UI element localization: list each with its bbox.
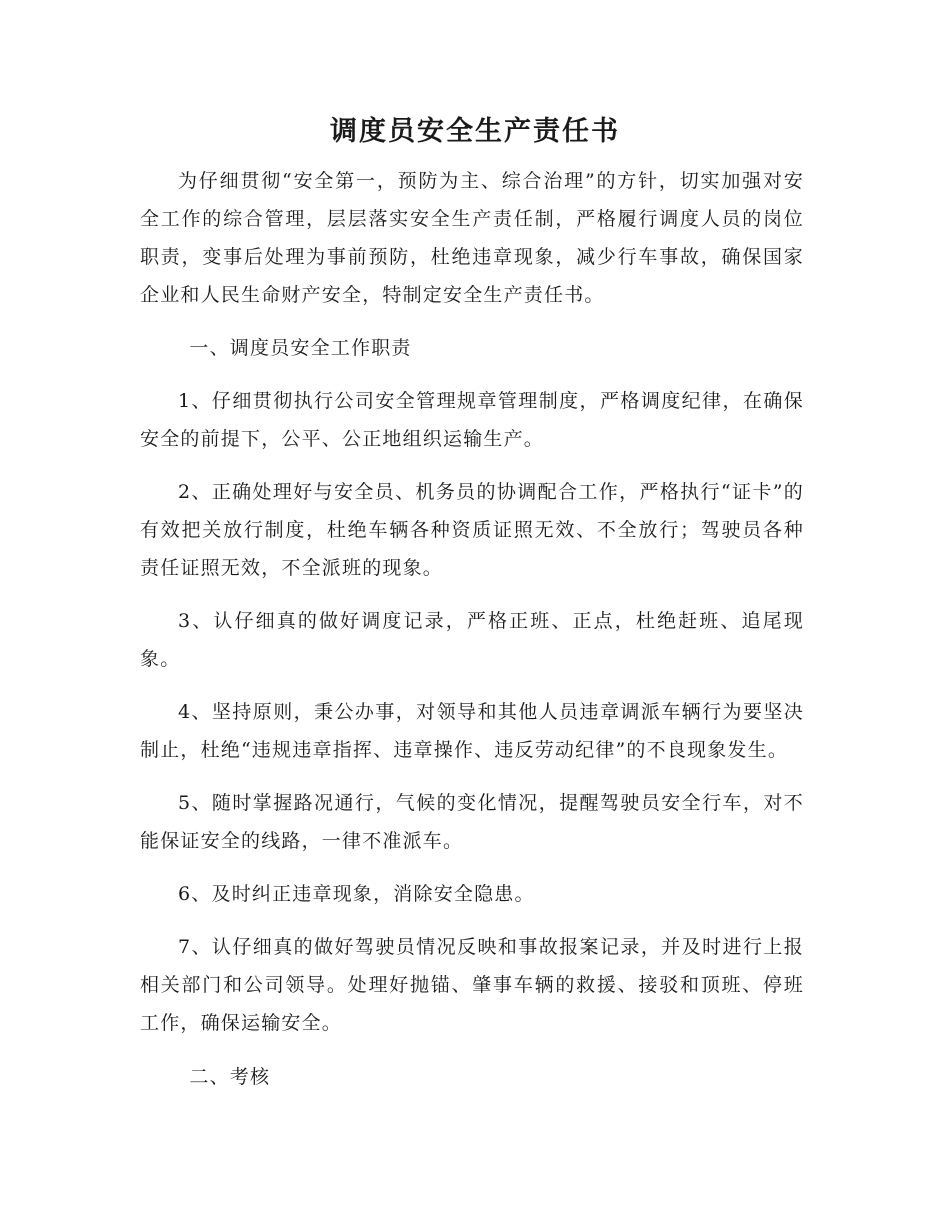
- document-title: 调度员安全生产责任书: [330, 116, 620, 147]
- intro-paragraph: 为仔细贯彻“安全第一，预防为主、综合治理”的方针，切实加强对安全工作的综合管理，层层落实安全生产责任制，严格履行调度人员的岗位职责，变事后处理为事前预防，杜绝违章现象，减少行车事故，确保国家企业和人民生命财产安全，特制定安全生产责任书。: [140, 170, 804, 306]
- duty-item-6: 6、及时纠正违章现象，消除安全隐患。: [178, 883, 535, 905]
- duty-item-5: 5、随时掌握路况通行，气候的变化情况，提醒驾驶员安全行车，对不能保证安全的线路，一律不准派车。: [140, 792, 804, 852]
- section-heading-duties: 一、调度员安全工作职责: [189, 337, 412, 359]
- duty-item-4: 4、坚持原则，秉公办事，对领导和其他人员违章调派车辆行为要坚决制止，杜绝“违规违章指挥、违章操作、违反劳动纪律”的不良现象发生。: [140, 701, 804, 761]
- duty-item-3: 3、认仔细真的做好调度记录，严格正班、正点，杜绝赶班、追尾现象。: [140, 610, 804, 670]
- document-body: [140, 162, 804, 1096]
- duty-item-2: 2、正确处理好与安全员、机务员的协调配合工作，严格执行“证卡”的有效把关放行制度，杜绝车辆各种资质证照无效、不全放行；驾驶员各种责任证照无效，不全派班的现象。: [140, 481, 804, 579]
- section-heading-assessment: 二、考核: [189, 1066, 271, 1088]
- duty-item-7: 7、认仔细真的做好驾驶员情况反映和事故报案记录，并及时进行上报相关部门和公司领导。处理好抛锚、肇事车辆的救援、接驳和顶班、停班工作，确保运输安全。: [140, 936, 804, 1034]
- duty-item-1: 1、仔细贯彻执行公司安全管理规章管理制度，严格调度纪律，在确保安全的前提下，公平、公正地组织运输生产。: [140, 390, 804, 450]
